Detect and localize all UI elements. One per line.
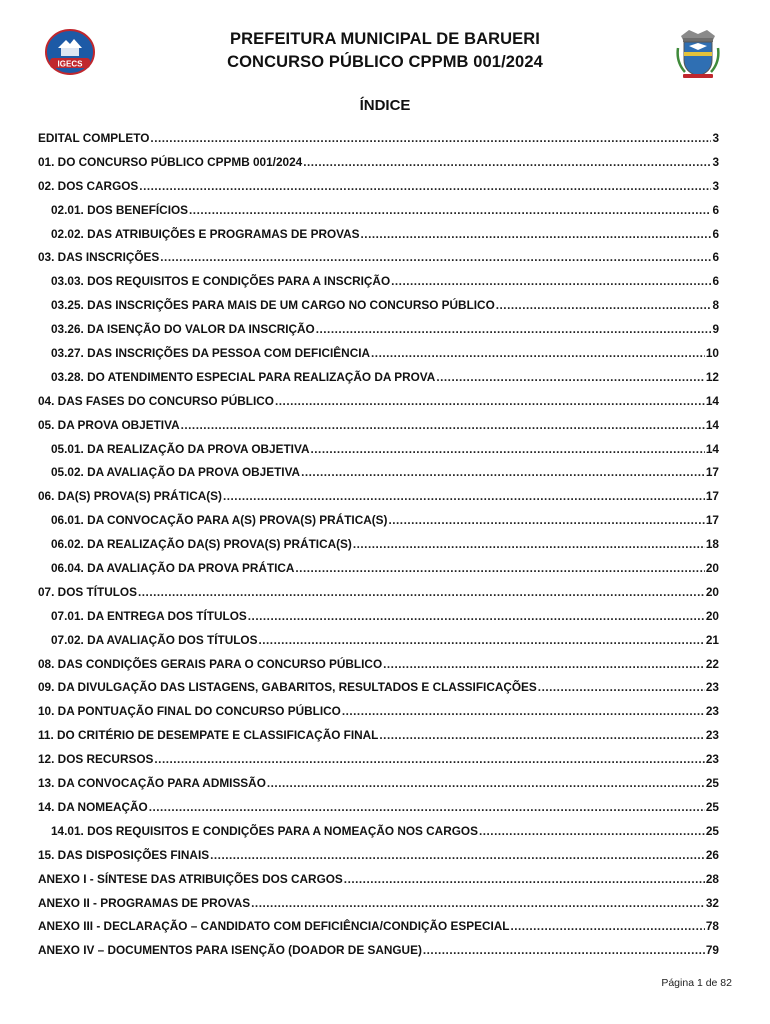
toc-entry-label: 06. DA(S) PROVA(S) PRÁTICA(S) [38, 489, 222, 504]
toc-entry-page: 6 [712, 274, 719, 289]
toc-entry-page: 20 [705, 561, 719, 576]
toc-leader-dots [371, 346, 705, 360]
toc-leader-dots [295, 561, 704, 575]
toc-entry-page: 14 [705, 393, 719, 408]
toc-leader-dots [160, 250, 711, 264]
toc-leader-dots [150, 131, 711, 145]
toc-entry[interactable] [38, 800, 719, 824]
toc-entry-label: 07.02. DA AVALIAÇÃO DOS TÍTULOS [51, 632, 258, 647]
toc-entry-page: 28 [705, 871, 719, 886]
toc-entry-page: 79 [705, 943, 719, 958]
toc-entry-label: 04. DAS FASES DO CONCURSO PÚBLICO [38, 393, 274, 408]
toc-entry-page: 3 [712, 154, 719, 169]
toc-entry[interactable] [38, 609, 719, 633]
toc-entry-label: 05.02. DA AVALIAÇÃO DA PROVA OBJETIVA [51, 465, 301, 480]
toc-entry-page: 14 [705, 441, 719, 456]
toc-entry-page: 23 [705, 728, 719, 743]
toc-entry[interactable] [38, 513, 719, 537]
toc-leader-dots [258, 633, 704, 647]
toc-entry[interactable] [38, 418, 719, 442]
toc-entry-page: 26 [705, 847, 719, 862]
toc-entry[interactable] [38, 370, 719, 394]
toc-entry-page: 17 [705, 489, 719, 504]
toc-entry-label: 08. DAS CONDIÇÕES GERAIS PARA O CONCURSO PÚBLICO [38, 656, 383, 671]
toc-leader-dots [496, 298, 712, 312]
toc-entry-label: 03.26. DA ISENÇÃO DO VALOR DA INSCRIÇÃO [51, 322, 315, 337]
toc-entry-page: 12 [705, 369, 719, 384]
toc-entry-label: 02. DOS CARGOS [38, 178, 139, 193]
barueri-coat-of-arms-icon [675, 26, 721, 80]
toc-entry-label: 03.27. DAS INSCRIÇÕES DA PESSOA COM DEFICIÊNCIA [51, 346, 371, 361]
toc-leader-dots [353, 537, 705, 551]
toc-entry-label: 01. DO CONCURSO PÚBLICO CPPMB 001/2024 [38, 154, 303, 169]
toc-entry[interactable] [38, 442, 719, 466]
toc-entry-label: 06.02. DA REALIZAÇÃO DA(S) PROVA(S) PRÁTICA(S) [51, 537, 352, 552]
toc-leader-dots [139, 179, 711, 193]
toc-leader-dots [210, 848, 705, 862]
document-title [0, 28, 770, 74]
toc-entry-label: 14.01. DOS REQUISITOS E CONDIÇÕES PARA A NOMEAÇÃO NOS CARGOS [51, 823, 478, 838]
toc-entry-page: 21 [705, 632, 719, 647]
toc-entry-page: 23 [705, 752, 719, 767]
toc-entry-label: 06.04. DA AVALIAÇÃO DA PROVA PRÁTICA [51, 561, 295, 576]
toc-leader-dots [344, 872, 705, 886]
toc-entry[interactable] [38, 728, 719, 752]
toc-leader-dots [251, 896, 705, 910]
toc-entry-label: EDITAL COMPLETO [38, 131, 150, 145]
toc-entry[interactable] [38, 896, 719, 920]
toc-entry-page: 22 [705, 656, 719, 671]
toc-entry[interactable] [38, 680, 719, 704]
page-number: Página 1 de 82 [661, 977, 732, 989]
toc-leader-dots [436, 370, 705, 384]
toc-entry-label: 06.01. DA CONVOCAÇÃO PARA A(S) PROVA(S) PRÁTICA(S) [51, 513, 388, 528]
table-of-contents [38, 131, 719, 967]
toc-entry-label: 02.01. DOS BENEFÍCIOS [51, 202, 189, 217]
toc-leader-dots [267, 776, 705, 790]
toc-entry-label: ANEXO I - SÍNTESE DAS ATRIBUIÇÕES DOS CARGOS [38, 871, 343, 886]
toc-leader-dots [479, 824, 705, 838]
toc-entry[interactable] [38, 489, 719, 513]
toc-entry[interactable] [38, 250, 719, 274]
toc-leader-dots [181, 418, 705, 432]
toc-entry[interactable] [38, 752, 719, 776]
toc-entry-label: 12. DOS RECURSOS [38, 752, 154, 767]
toc-entry-label: 03.03. DOS REQUISITOS E CONDIÇÕES PARA A INSCRIÇÃO [51, 274, 391, 289]
toc-entry[interactable] [38, 465, 719, 489]
toc-entry-page: 32 [705, 895, 719, 910]
toc-entry[interactable] [38, 298, 719, 322]
toc-entry-label: ANEXO II - PROGRAMAS DE PROVAS [38, 895, 251, 910]
toc-entry[interactable] [38, 203, 719, 227]
toc-entry[interactable] [38, 657, 719, 681]
toc-leader-dots [149, 800, 705, 814]
toc-entry-label: 14. DA NOMEAÇÃO [38, 799, 148, 814]
title-line-2: CONCURSO PÚBLICO CPPMB 001/2024 [227, 53, 543, 71]
toc-leader-dots [423, 943, 705, 957]
toc-leader-dots [391, 274, 711, 288]
toc-entry[interactable] [38, 872, 719, 896]
toc-entry-label: ANEXO III - DECLARAÇÃO – CANDIDATO COM DEFICIÊNCIA/CONDIÇÃO ESPECIAL [38, 919, 510, 934]
toc-entry-page: 20 [705, 584, 719, 599]
toc-entry-label: 05. DA PROVA OBJETIVA [38, 417, 180, 432]
toc-entry[interactable] [38, 824, 719, 848]
index-heading: ÍNDICE [359, 97, 411, 114]
toc-entry-page: 17 [705, 513, 719, 528]
toc-leader-dots [316, 322, 712, 336]
toc-entry[interactable] [38, 585, 719, 609]
toc-leader-dots [383, 657, 705, 671]
toc-entry-label: 13. DA CONVOCAÇÃO PARA ADMISSÃO [38, 776, 266, 791]
toc-entry-page: 25 [705, 776, 719, 791]
toc-entry-page: 6 [712, 250, 719, 265]
toc-entry-page: 17 [705, 465, 719, 480]
toc-entry[interactable] [38, 274, 719, 298]
toc-leader-dots [510, 919, 704, 933]
toc-leader-dots [303, 155, 711, 169]
toc-entry[interactable] [38, 227, 719, 251]
toc-leader-dots [223, 489, 705, 503]
toc-entry-label: 02.02. DAS ATRIBUIÇÕES E PROGRAMAS DE PROVAS [51, 226, 360, 241]
toc-entry-label: 03. DAS INSCRIÇÕES [38, 250, 160, 265]
toc-entry[interactable] [38, 704, 719, 728]
toc-leader-dots [379, 728, 704, 742]
toc-leader-dots [154, 752, 704, 766]
toc-entry[interactable] [38, 776, 719, 800]
toc-entry-page: 9 [712, 322, 719, 337]
toc-entry-label: 03.28. DO ATENDIMENTO ESPECIAL PARA REALIZAÇÃO DA PROVA [51, 369, 436, 384]
toc-entry-label: 05.01. DA REALIZAÇÃO DA PROVA OBJETIVA [51, 441, 310, 456]
toc-leader-dots [388, 513, 704, 527]
toc-entry[interactable] [38, 179, 719, 203]
toc-entry-label: 09. DA DIVULGAÇÃO DAS LISTAGENS, GABARITOS, RESULTADOS E CLASSIFICAÇÕES [38, 680, 537, 695]
toc-entry[interactable] [38, 633, 719, 657]
toc-entry[interactable] [38, 322, 719, 346]
toc-entry[interactable] [38, 155, 719, 179]
toc-entry-label: 03.25. DAS INSCRIÇÕES PARA MAIS DE UM CARGO NO CONCURSO PÚBLICO [51, 298, 495, 313]
svg-text:IGECS: IGECS [57, 59, 83, 69]
toc-entry-label: 07. DOS TÍTULOS [38, 584, 137, 599]
toc-entry-page: 8 [712, 298, 719, 313]
document-header [0, 26, 770, 86]
toc-leader-dots [275, 394, 705, 408]
toc-entry[interactable] [38, 943, 719, 967]
toc-entry[interactable] [38, 848, 719, 872]
toc-leader-dots [342, 704, 705, 718]
toc-leader-dots [361, 227, 712, 241]
toc-leader-dots [310, 442, 704, 456]
toc-leader-dots [189, 203, 711, 217]
toc-entry[interactable] [38, 919, 719, 943]
toc-entry-page: 23 [705, 680, 719, 695]
toc-entry-label: 07.01. DA ENTREGA DOS TÍTULOS [51, 608, 247, 623]
toc-entry-page: 25 [705, 799, 719, 814]
toc-entry[interactable] [38, 394, 719, 418]
toc-entry-page: 20 [705, 608, 719, 623]
toc-entry-page: 18 [705, 537, 719, 552]
toc-entry-label: 15. DAS DISPOSIÇÕES FINAIS [38, 847, 210, 862]
toc-entry-page: 3 [712, 178, 719, 193]
toc-entry-page: 3 [712, 131, 719, 145]
toc-entry-page: 25 [705, 823, 719, 838]
toc-entry-page: 6 [712, 202, 719, 217]
toc-entry[interactable] [38, 131, 719, 155]
toc-entry-page: 6 [712, 226, 719, 241]
toc-entry-label: 10. DA PONTUAÇÃO FINAL DO CONCURSO PÚBLICO [38, 704, 341, 719]
toc-entry[interactable] [38, 561, 719, 585]
toc-entry-page: 10 [705, 346, 719, 361]
toc-entry-page: 14 [705, 417, 719, 432]
toc-entry-page: 23 [705, 704, 719, 719]
toc-leader-dots [138, 585, 705, 599]
toc-entry-page: 78 [705, 919, 719, 934]
toc-leader-dots [248, 609, 705, 623]
toc-entry[interactable] [38, 537, 719, 561]
toc-leader-dots [301, 465, 705, 479]
toc-entry-label: ANEXO IV – DOCUMENTOS PARA ISENÇÃO (DOADOR DE SANGUE) [38, 943, 422, 958]
title-line-1: PREFEITURA MUNICIPAL DE BARUERI [230, 30, 540, 48]
toc-entry[interactable] [38, 346, 719, 370]
toc-entry-label: 11. DO CRITÉRIO DE DESEMPATE E CLASSIFICAÇÃO FINAL [38, 728, 379, 743]
toc-leader-dots [538, 680, 705, 694]
